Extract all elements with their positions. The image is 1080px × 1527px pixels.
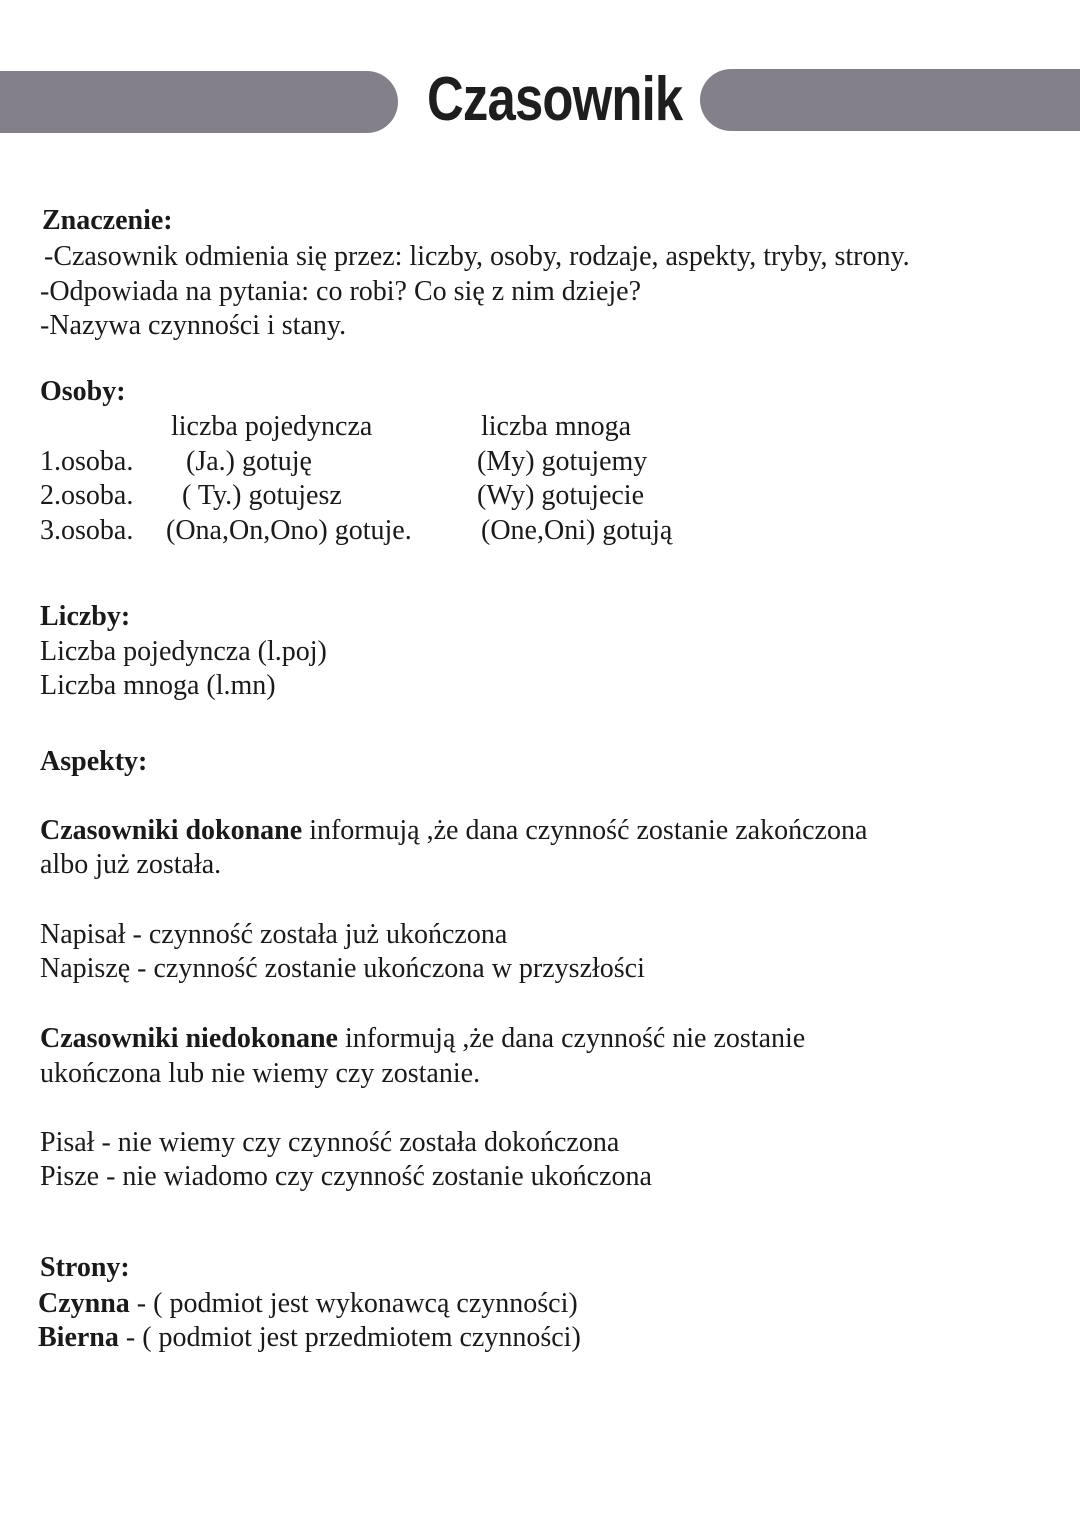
strony-item <box>38 1287 578 1321</box>
header-bar-left <box>0 71 398 133</box>
osoby-row-plural: (My) gotujemy <box>477 446 648 477</box>
osoby-col-plural: liczba mnoga <box>481 411 632 442</box>
strony-desc: - ( podmiot jest wykonawcą czynności) <box>129 1288 578 1319</box>
dokonane-text-line2: albo już została. <box>40 849 222 880</box>
osoby-row-label: 1.osoba. <box>40 446 134 477</box>
header-bar-right <box>700 69 1080 131</box>
page-title: Czasownik <box>427 65 683 134</box>
osoby-col-singular: liczba pojedyncza <box>171 411 373 442</box>
osoby-row-label: 3.osoba. <box>40 515 134 546</box>
osoby-row-singular: (Ja.) gotuję <box>186 446 312 477</box>
osoby-row-singular: (Ona,On,Ono) gotuje. <box>166 515 412 546</box>
liczby-heading: Liczby: <box>40 601 131 632</box>
niedokonane-text-line2: ukończona lub nie wiemy czy zostanie. <box>40 1058 481 1089</box>
dokonane-text: informują ,że dana czynność zostanie zakończona <box>302 815 868 846</box>
znaczenie-heading: Znaczenie: <box>42 205 173 236</box>
niedokonane-example: Pisał - nie wiemy czy czynność została dokończona <box>40 1127 620 1158</box>
strony-item <box>38 1321 581 1355</box>
dokonane-paragraph <box>40 814 867 848</box>
aspekty-heading: Aspekty: <box>40 746 148 777</box>
strony-desc: - ( podmiot jest przedmiotem czynności) <box>118 1322 581 1353</box>
niedokonane-paragraph <box>40 1022 805 1056</box>
liczby-line: Liczba mnoga (l.mn) <box>40 670 276 701</box>
liczby-line: Liczba pojedyncza (l.poj) <box>40 636 327 667</box>
dokonane-term: Czasowniki dokonane <box>40 815 303 846</box>
niedokonane-term: Czasowniki niedokonane <box>40 1023 338 1054</box>
strony-heading: Strony: <box>40 1252 130 1283</box>
znaczenie-line: -Czasownik odmienia się przez: liczby, osoby, rodzaje, aspekty, tryby, strony. <box>44 241 910 272</box>
dokonane-example: Napisał - czynność została już ukończona <box>40 919 508 950</box>
znaczenie-line: -Odpowiada na pytania: co robi? Co się z nim dzieje? <box>40 276 642 307</box>
osoby-heading: Osoby: <box>40 376 126 407</box>
niedokonane-example: Pisze - nie wiadomo czy czynność zostanie ukończona <box>40 1161 652 1192</box>
strony-term: Czynna <box>38 1288 130 1319</box>
niedokonane-text: informują ,że dana czynność nie zostanie <box>337 1023 806 1054</box>
osoby-row-singular: ( Ty.) gotujesz <box>182 480 342 511</box>
osoby-row-plural: (Wy) gotujecie <box>477 480 645 511</box>
dokonane-example: Napiszę - czynność zostanie ukończona w przyszłości <box>40 953 645 984</box>
osoby-row-label: 2.osoba. <box>40 480 134 511</box>
znaczenie-line: -Nazywa czynności i stany. <box>40 310 347 341</box>
strony-term: Bierna <box>38 1322 119 1353</box>
osoby-row-plural: (One,Oni) gotują <box>481 515 673 546</box>
